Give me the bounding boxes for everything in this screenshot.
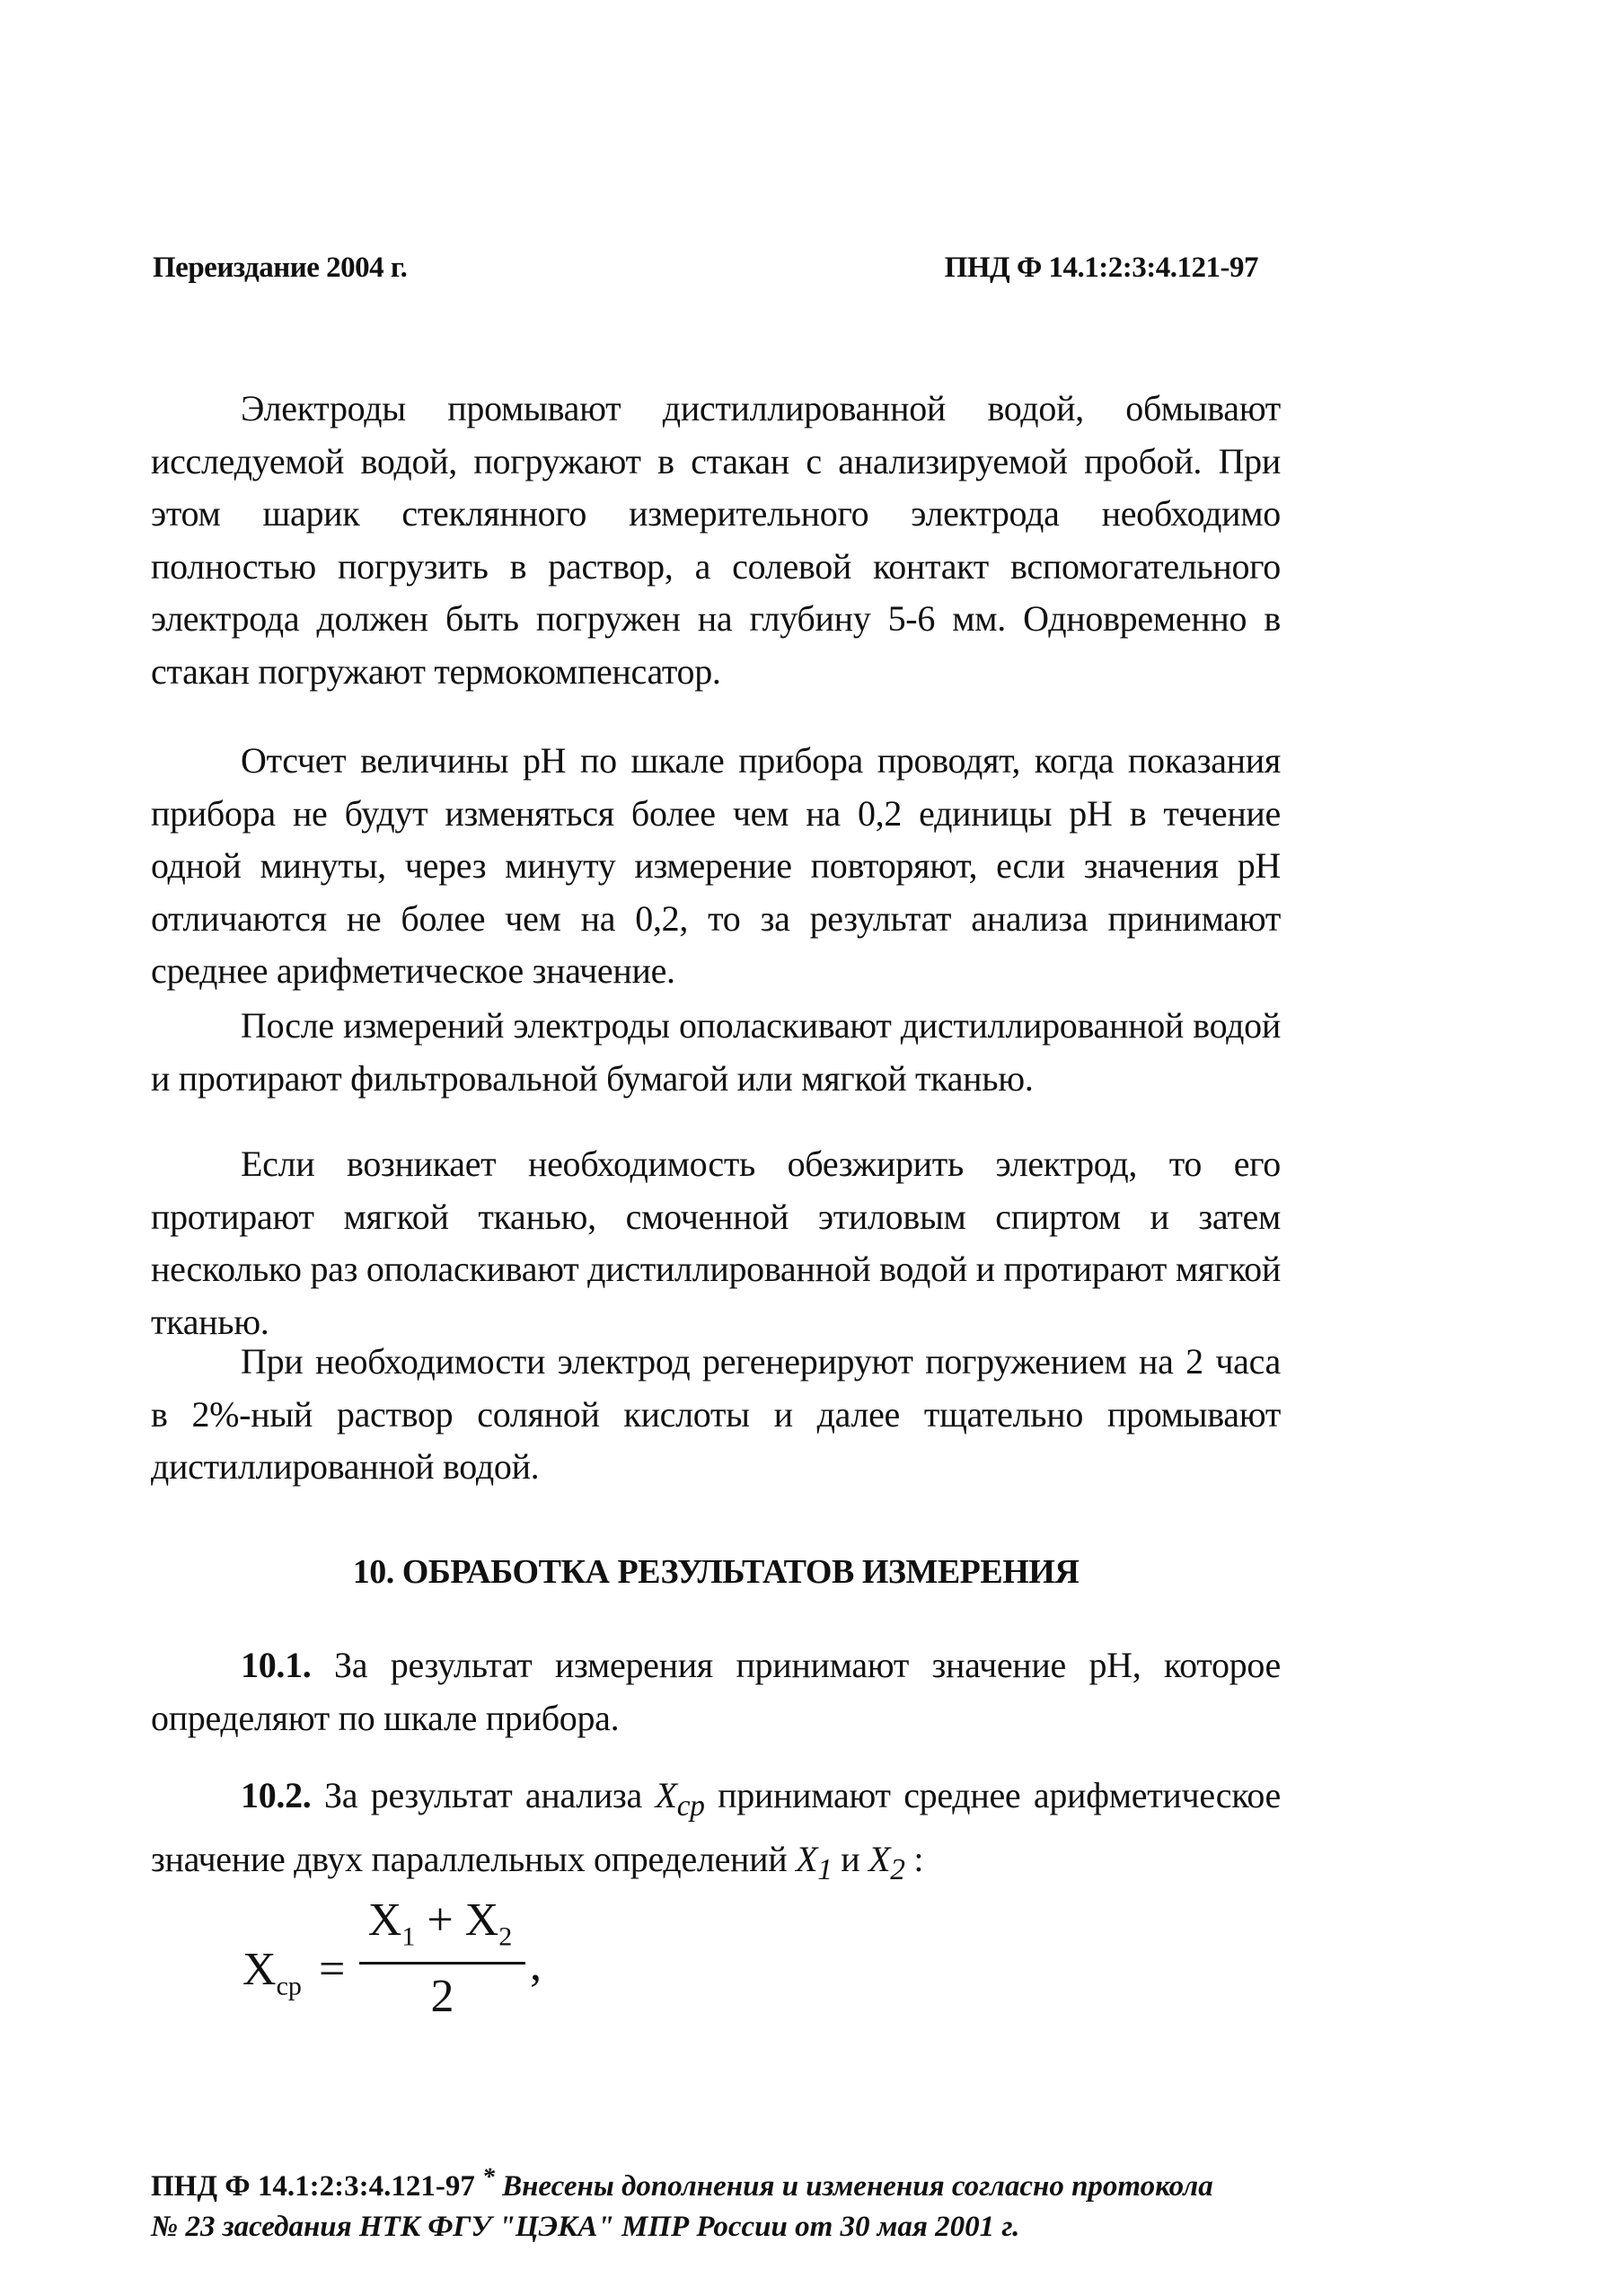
footer-note (151, 2156, 1291, 2247)
formula-fraction-bar (359, 1962, 525, 1965)
clause-number: 10.2. (241, 1775, 312, 1815)
clause-text: и (832, 1838, 869, 1879)
variable-x2: $X_2$ (868, 1838, 905, 1886)
variable-x1: $X_1$ (796, 1838, 833, 1886)
footer-amendment-line-2: № 23 заседания НТК ФГУ "ЦЭКА" МПР России от 30 мая 2001 г. (151, 2211, 1020, 2243)
variable-x-avg: $X_{cp}$ (655, 1775, 705, 1823)
paragraph-degrease: Если возникает необходимость обезжирить электрод, то его протирают мягкой тканью, смоченной этиловым спиртом и затем несколько раз ополаскивают дистиллированной водой и протирают мягкой тканью. (151, 1144, 1281, 1342)
clause-text: За результат измерения принимают значение pH, которое определяют по шкале прибора. (151, 1645, 1281, 1738)
paragraph-10-1 (151, 1639, 1281, 1744)
formula-comma: , (530, 1939, 542, 1991)
mean-formula (242, 1894, 548, 2037)
clause-text: принимают среднее арифметическое значение двух параллельных определений (151, 1775, 1281, 1879)
footer-asterisk: * (482, 2162, 495, 2190)
formula-lhs: $X_{ср}$ (242, 1944, 302, 2001)
paragraph-ph-reading: Отсчет величины pH по шкале прибора проводят, когда показания прибора не будут изменяться более чем на 0,2 единицы pH в течение одной минуты, через минуту измерение повторяют, если значения pH отличаются не более чем на 0,2, то за результат анализа принимают среднее арифметическое значение. (151, 740, 1281, 991)
header-edition: Переиздание 2004 г. (153, 252, 408, 284)
clause-text: За результат анализа (311, 1775, 656, 1815)
clause-text: : (904, 1838, 924, 1879)
header-document-code: ПНД Ф 14.1:2:3:4.121-97 (944, 252, 1258, 284)
section-heading: 10. ОБРАБОТКА РЕЗУЛЬТАТОВ ИЗМЕРЕНИЯ (352, 1553, 1080, 1591)
clause-number: 10.1. (241, 1645, 312, 1685)
paragraph-regeneration: При необходимости электрод регенерируют погружением на 2 часа в 2%-ный раствор соляной кислоты и далее тщательно промывают дистиллированной водой. (151, 1341, 1281, 1487)
paragraph-electrode-rinse: Электроды промывают дистиллированной водой, обмывают исследуемой водой, погружают в стакан с анализируемой пробой. При этом шарик стеклянного измерительного электрода необходимо полностью погрузить в раствор, а солевой контакт вспомогательного электрода должен быть погружен на глубину 5-6 мм. Одновременно в стакан погружают термокомпенсатор. (151, 388, 1281, 692)
footer-amendment-line-1: Внесены дополнения и изменения согласно протокола (494, 2170, 1213, 2203)
formula-equals: = (319, 1944, 346, 1995)
paragraph-after-measurement: После измерений электроды ополаскивают дистиллированной водой и протирают фильтровальной бумагой или мягкой тканью. (151, 1005, 1281, 1099)
formula-numerator: $X_1 + X_2$ (367, 1894, 513, 1952)
footer-document-code: ПНД Ф 14.1:2:3:4.121-97 (151, 2170, 475, 2203)
paragraph-10-2 (151, 1770, 1281, 1896)
formula-denominator: 2 (430, 1971, 454, 2022)
